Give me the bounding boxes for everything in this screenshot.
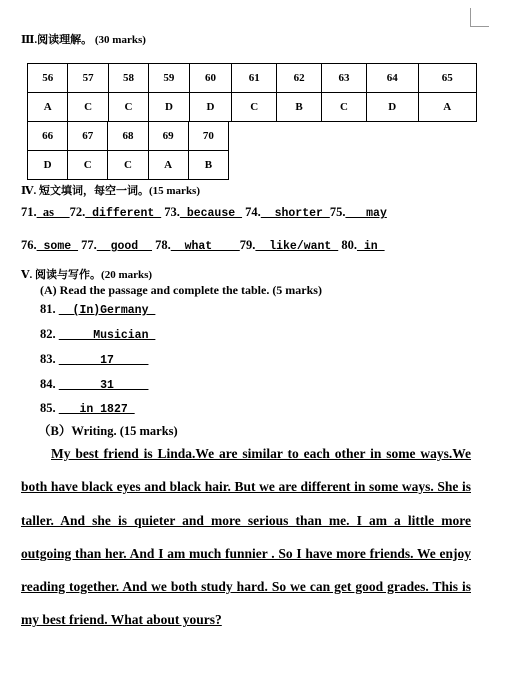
table-cell: 68: [108, 122, 148, 151]
answer-80: in: [356, 240, 385, 253]
answer-table: [27, 63, 477, 122]
table-cell: 65: [418, 64, 476, 93]
table-cell: 61: [232, 64, 277, 93]
table-row: [28, 93, 477, 122]
q-number: 71.: [21, 205, 37, 219]
q-number: 85.: [40, 401, 56, 415]
q-number: 77.: [78, 238, 97, 252]
table-cell: D: [366, 93, 418, 122]
part-b-instruction: （B）Writing. (15 marks): [38, 424, 178, 438]
part-a-instruction: (A) Read the passage and complete the table. (5 marks): [40, 283, 322, 297]
table-cell: A: [418, 93, 476, 122]
q-number: 75.: [329, 205, 346, 219]
table-cell: 69: [148, 122, 188, 151]
table-cell: 64: [366, 64, 418, 93]
q-number: 72.: [69, 205, 86, 219]
answer-79: like/want: [255, 240, 339, 253]
table-cell: D: [189, 93, 232, 122]
table-cell: 58: [108, 64, 148, 93]
writing-passage: [21, 437, 471, 637]
answer-81: (In)Germany: [58, 304, 156, 317]
table-cell: B: [277, 93, 322, 122]
q-number: 81.: [40, 302, 56, 316]
q-number: 82.: [40, 327, 56, 341]
table-cell: D: [28, 151, 68, 180]
answer-75: may: [345, 207, 387, 220]
answer-line-83: [40, 352, 148, 367]
answer-77: good: [96, 240, 153, 253]
q-number: 76.: [21, 238, 37, 252]
table-cell: C: [108, 93, 148, 122]
table-cell: C: [68, 93, 108, 122]
table-row: [28, 64, 477, 93]
table-cell: C: [68, 151, 108, 180]
answer-73: because: [179, 207, 243, 220]
answer-83: 17: [58, 354, 149, 367]
answer-82: Musician: [58, 329, 156, 342]
q-number: 74.: [242, 205, 261, 219]
table-cell: C: [232, 93, 277, 122]
table-cell: A: [28, 93, 68, 122]
q-number: 78.: [152, 238, 171, 252]
q-number: 73.: [161, 205, 180, 219]
table-row: [28, 122, 229, 151]
table-cell: 60: [189, 64, 232, 93]
answer-72: different: [85, 207, 162, 220]
table-cell: 62: [277, 64, 322, 93]
table-cell: A: [148, 151, 188, 180]
table-cell: 59: [149, 64, 189, 93]
table-cell: C: [108, 151, 148, 180]
section-4-title: Ⅳ. 短文填词，每空一词。(15 marks): [21, 185, 201, 197]
answer-line-76-80: [21, 238, 385, 253]
table-cell: C: [322, 93, 367, 122]
q-number: 79.: [239, 238, 256, 252]
page-corner-mark: [470, 8, 489, 27]
table-cell: 57: [68, 64, 108, 93]
table-cell: 67: [68, 122, 108, 151]
answer-line-82: [40, 327, 155, 342]
answer-line-84: [40, 377, 148, 392]
answer-71: as: [36, 205, 70, 219]
table-cell: 63: [322, 64, 367, 93]
section-5-title: Ⅴ. 阅读与写作。(20 marks): [21, 269, 153, 281]
answer-85: in 1827: [58, 403, 135, 416]
essay-text: My best friend is Linda.We are similar to each other in some ways.We both have black eyes and black hair. But we are different in some ways. She is taller. And she is quieter and more serious than me. I am a little more outgoing than her. And I am much funnier . So I have more friends. We enjoy reading together. And we both study hard. So we can get good grades. This is my best friend. What about yours?: [21, 446, 471, 628]
table-cell: B: [188, 151, 228, 180]
answer-84: 31: [58, 379, 149, 392]
answer-line-85: [40, 401, 135, 416]
answer-line-81: [40, 302, 155, 317]
table-cell: 66: [28, 122, 68, 151]
answer-table-continued: [27, 121, 229, 180]
section-3-title: Ⅲ.阅读理解。 (30 marks): [21, 34, 146, 46]
table-row: [28, 151, 229, 180]
answer-line-71-75: [21, 205, 387, 220]
q-number: 83.: [40, 352, 56, 366]
table-cell: 70: [188, 122, 228, 151]
table-cell: D: [149, 93, 189, 122]
q-number: 84.: [40, 377, 56, 391]
table-cell: 56: [28, 64, 68, 93]
answer-76: some: [36, 240, 79, 253]
answer-74: shorter: [260, 207, 330, 220]
q-number: 80.: [338, 238, 357, 252]
answer-78: what: [170, 240, 240, 253]
